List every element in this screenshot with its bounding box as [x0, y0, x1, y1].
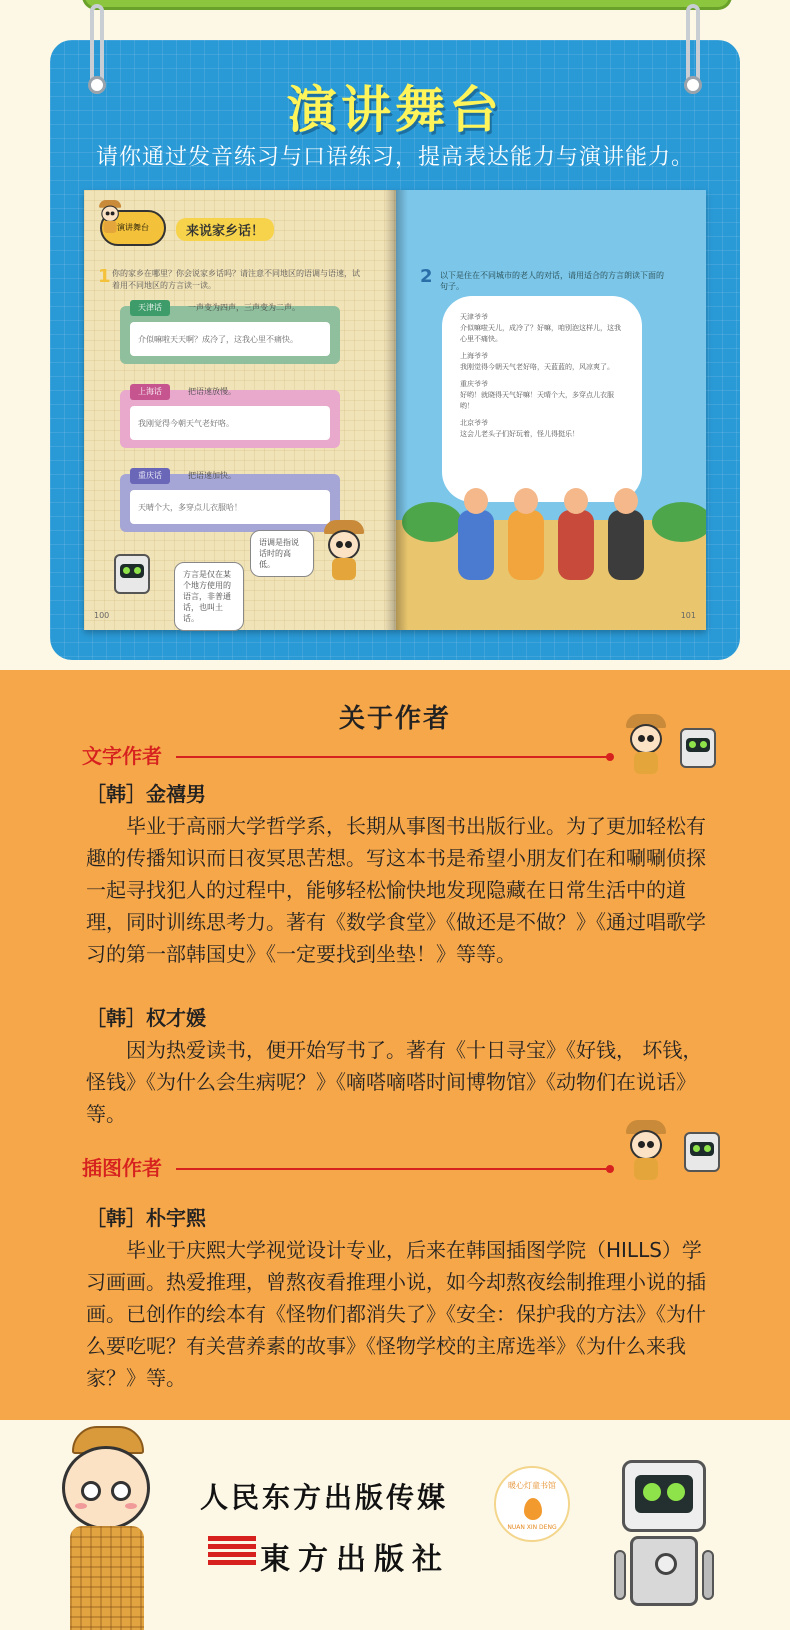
question-text: 以下是住在不同城市的老人的对话，请用适合的方言朗读下面的句子。	[440, 271, 664, 291]
question-number: 2	[420, 266, 433, 287]
dialect-tag: 天津话	[130, 300, 170, 316]
elder-figure	[558, 510, 594, 580]
detective-boy-mascot	[50, 1420, 160, 1630]
stage-title: 演讲舞台	[287, 81, 503, 139]
top-strip	[0, 0, 790, 40]
dialogue-line: 这会儿老头子们好玩着，怪儿得挺乐！	[460, 430, 579, 438]
text-author-heading: 文字作者	[82, 744, 162, 768]
page-number-right: 101	[680, 611, 696, 620]
elder-figure	[458, 510, 494, 580]
author-bio: 毕业于高丽大学哲学系，长期从事图书出版行业。为了更加轻松有趣的传播知识而日夜冥思苦想。写这本书是希望小朋友们在和唰唰侦探一起寻找犯人的过程中，能够轻松愉快地发现隐藏在日常生活中的道理，同时训练思考力。著有《数学食堂》《做还是不做？》《通过唱歌学习的第一部韩国史》《一定要找到坐垫！》等等。	[86, 814, 706, 966]
publisher-name: 東方出版社	[260, 1542, 450, 1577]
speaker: 天津爷爷	[460, 313, 488, 321]
dialogue-line: 我刚觉得今朝天气老好咯，天蓝蓝的，风凉爽了。	[460, 363, 614, 371]
dialogue-line: 介似嘛啦天儿，成冷了？好嘛，咱别泡这样儿，这我心里不痛快。	[460, 324, 621, 343]
dialect-example: 我刚觉得今朝天气老好咯。	[130, 406, 330, 440]
dialect-tag: 重庆话	[130, 468, 170, 484]
green-banner-bottom	[82, 0, 732, 10]
imprint-seal	[494, 1466, 570, 1542]
publisher-logo-icon	[208, 1536, 256, 1570]
speech-stage-panel	[50, 40, 740, 660]
speech-bubble-boy: 语调是指说话时的高低。	[250, 530, 314, 577]
book-page-left	[84, 190, 396, 630]
detective-boy-illustration	[322, 520, 366, 580]
dialect-desc: 把语速加快。	[188, 471, 236, 480]
question-number: 1	[98, 266, 111, 287]
elder-figure	[508, 510, 544, 580]
book-page-right	[396, 190, 706, 630]
dialect-tag: 上海话	[130, 384, 170, 400]
stage-subtitle: 请你通过发音练习与口语练习，提高表达能力与演讲能力。	[95, 145, 694, 170]
page-number-left: 100	[94, 611, 110, 620]
robot-illustration	[680, 728, 716, 768]
heading-divider	[176, 756, 610, 758]
seal-top-text: 暖心灯童书馆	[508, 1481, 556, 1490]
badge-boy-icon	[98, 200, 122, 233]
publisher-group: 人民东方出版传媒	[200, 1481, 449, 1514]
book-spread	[84, 190, 706, 630]
detective-boy-illustration	[624, 714, 668, 774]
book-gutter	[384, 190, 408, 630]
author-bio: 因为热爱读书，便开始写书了。著有《十日寻宝》《好钱， 坏钱，怪钱》《为什么会生病呢？》《嘀嗒嘀嗒时间博物馆》《动物们在说话》等。	[86, 1038, 703, 1126]
dialect-desc: 一声变为四声，三声变为二声。	[188, 303, 300, 312]
speech-bubble-robot: 方言是仅在某个地方使用的语言，非普通话，也叫土话。	[174, 562, 244, 631]
speaker: 北京爷爷	[460, 419, 488, 427]
question-text: 你的家乡在哪里？你会说家乡话吗？请注意不同地区的语调与语速，试着用不同地区的方言读一读。	[112, 269, 360, 290]
robot-illustration	[114, 554, 150, 594]
robot-illustration	[684, 1132, 720, 1172]
dialect-example: 介似嘛啦天天啊？成冷了，这我心里不痛快。	[130, 322, 330, 356]
elder-figure	[608, 510, 644, 580]
seal-bottom-text: NUAN XIN DENG	[507, 1524, 557, 1531]
author-name: ［韩］权才媛	[86, 1006, 206, 1030]
dialect-card-tianjin	[120, 303, 340, 364]
dialect-example: 天晴个大，多穿点儿衣服哈！	[130, 490, 330, 524]
publisher-footer	[0, 1420, 790, 1630]
bush-left	[402, 502, 462, 542]
dialogue-line: 好哟！就晓得天气好嘛！天晴个大，多穿点儿衣服哟！	[460, 391, 614, 410]
author-name: ［韩］金禧男	[86, 782, 206, 806]
lesson-title: 来说家乡话！	[176, 218, 274, 241]
lesson-badge: 演讲舞台	[100, 210, 166, 246]
dialogue-cloud	[442, 296, 642, 502]
illustrator-heading: 插图作者	[82, 1156, 162, 1180]
about-title: 关于作者	[338, 704, 451, 734]
heading-divider	[176, 1168, 610, 1170]
bush-right	[652, 502, 706, 542]
about-authors-section	[0, 670, 790, 1420]
dialect-card-shanghai	[120, 387, 340, 448]
flame-icon	[524, 1498, 542, 1520]
illustrator-name: ［韩］朴宇熙	[86, 1206, 206, 1230]
dialect-desc: 把语速放慢。	[188, 387, 236, 396]
speaker: 上海爷爷	[460, 352, 488, 360]
robot-mascot	[612, 1460, 722, 1630]
speaker: 重庆爷爷	[460, 380, 488, 388]
dialect-card-chongqing	[120, 471, 340, 532]
illustrator-bio: 毕业于庆熙大学视觉设计专业，后来在韩国插图学院（HILLS）学习画画。热爱推理，曾熬夜看推理小说，如今却熬夜绘制推理小说的插画。已创作的绘本有《怪物们都消失了》《安全：保护我的方法》《为什么要吃呢？有关营养素的故事》《怪物学校的主席选举》《为什么来我家？》等。	[86, 1238, 706, 1390]
detective-boy-illustration	[624, 1120, 668, 1180]
